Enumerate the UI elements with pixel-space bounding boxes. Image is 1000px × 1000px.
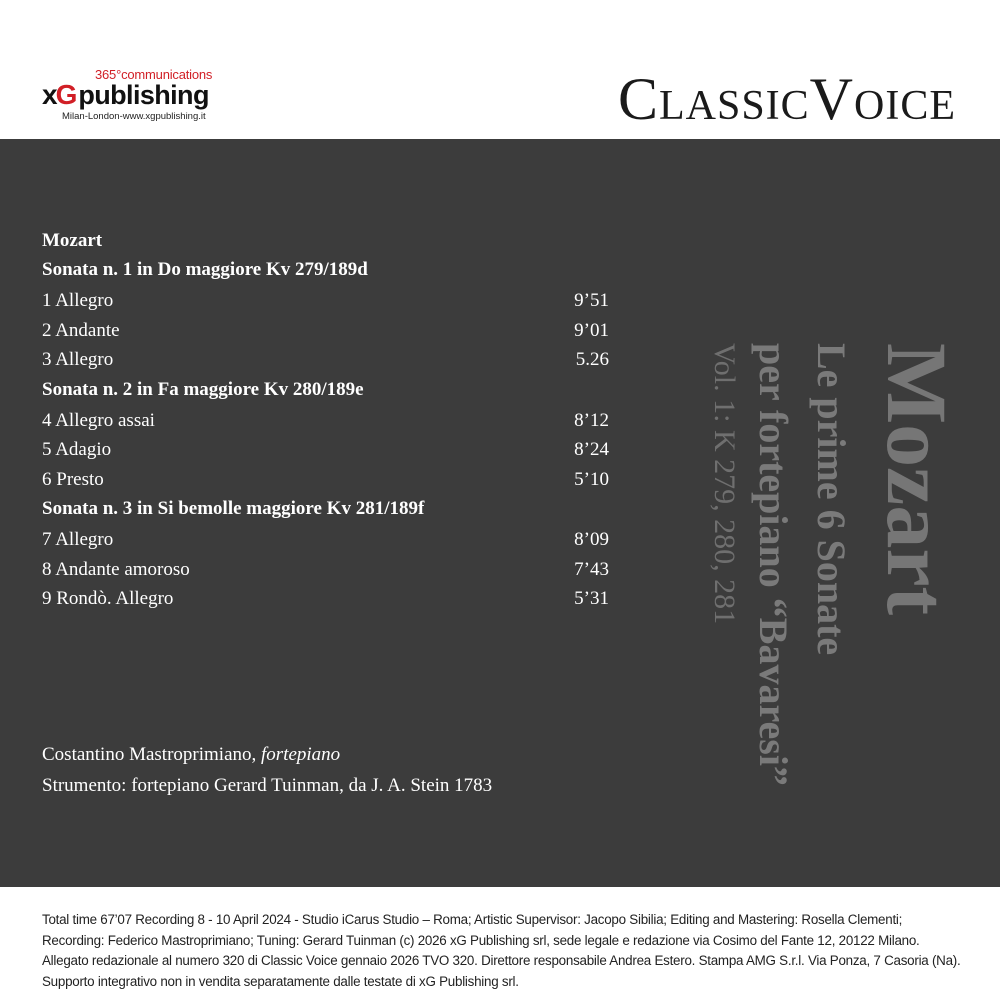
track-duration: 8’09: [574, 529, 609, 550]
track-name: 7 Allegro: [42, 529, 114, 550]
xg-publishing-logo: [42, 64, 242, 134]
vertical-title-line2: per fortepiano “Bavaresi”: [751, 343, 796, 786]
track-duration: 8’12: [574, 409, 609, 431]
track-duration: 5’10: [574, 468, 609, 490]
composer-heading: Mozart: [42, 230, 103, 251]
track-name: 1 Allegro: [42, 290, 114, 311]
track-row: [42, 406, 612, 436]
sonata-title: Sonata n. 2 in Fa maggiore Kv 280/189e: [42, 378, 364, 400]
track-name: 4 Allegro assai: [42, 409, 155, 431]
performer-name: Costantino Mastroprimiano,: [42, 744, 257, 765]
track-duration: 9’51: [574, 290, 609, 311]
logo-wordmark: [42, 80, 209, 110]
track-duration: 9’01: [574, 319, 609, 341]
logo-mark-x: x: [42, 79, 56, 110]
track-row: [42, 525, 612, 555]
cover-panel: [0, 139, 1000, 887]
performer-credit: [42, 740, 340, 770]
track-row: [42, 435, 612, 465]
track-row: [42, 316, 612, 346]
vertical-volume: Vol. 1: K 279, 280, 281: [708, 343, 741, 625]
logo-subline: Milan-London-www.xgpublishing.it: [62, 111, 206, 122]
logo-mark-g: G: [55, 79, 78, 110]
track-name: 8 Andante amoroso: [42, 558, 190, 580]
vertical-composer: Mozart: [869, 343, 965, 616]
sonata-title: Sonata n. 1 in Do maggiore Kv 279/189d: [42, 259, 368, 280]
classic-voice-brand: ClassicVoice: [617, 66, 956, 132]
track-row: [42, 465, 612, 495]
track-row: [42, 345, 612, 375]
tracklist: [42, 226, 612, 614]
track-name: 6 Presto: [42, 468, 104, 490]
header: [0, 0, 1000, 139]
track-row: [42, 584, 612, 614]
footer-credits: Total time 67’07 Recording 8 - 10 April 2024 - Studio iCarus Studio – Roma; Artistic Supervisor: Jacopo Sibilia; Editing and Mastering: Rosella Clementi; Recording: Federico Mastroprimiano; Tuning: Gerard Tuinman (c) 2026 xG Publishing srl, sede legale e redazione via Cosimo del Fante 12, 20122 Milano. Allegato redazionale al numero 320 di Classic Voice gennaio 2026 TVO 320. Direttore responsabile Andrea Estero. Stampa AMG S.r.l. Via Ponza, 7 Casoria (Na). Supporto integrativo non in vendita separatamente dalle testate di xG Publishing srl.: [42, 912, 961, 989]
track-row: [42, 555, 612, 585]
track-name: 2 Andante: [42, 319, 120, 341]
performer-instrument: fortepiano: [261, 744, 341, 765]
instrument-note: Strumento: fortepiano Gerard Tuinman, da J. A. Stein 1783: [42, 775, 493, 796]
track-name: 9 Rondò. Allegro: [42, 588, 174, 609]
track-name: 3 Allegro: [42, 349, 114, 370]
track-name: 5 Adagio: [42, 439, 112, 460]
track-duration: 8’24: [574, 439, 609, 460]
logo-word: publishing: [78, 80, 209, 110]
vertical-title-block: [680, 343, 970, 843]
track-row: [42, 286, 612, 316]
track-duration: 5.26: [575, 349, 609, 370]
track-duration: 7’43: [574, 558, 609, 580]
logo-tagline: 365°communications: [95, 67, 213, 82]
vertical-title-line1: Le prime 6 Sonate: [809, 343, 854, 656]
track-duration: 5’31: [574, 588, 609, 609]
sonata-title: Sonata n. 3 in Si bemolle maggiore Kv 281/189f: [42, 498, 425, 519]
